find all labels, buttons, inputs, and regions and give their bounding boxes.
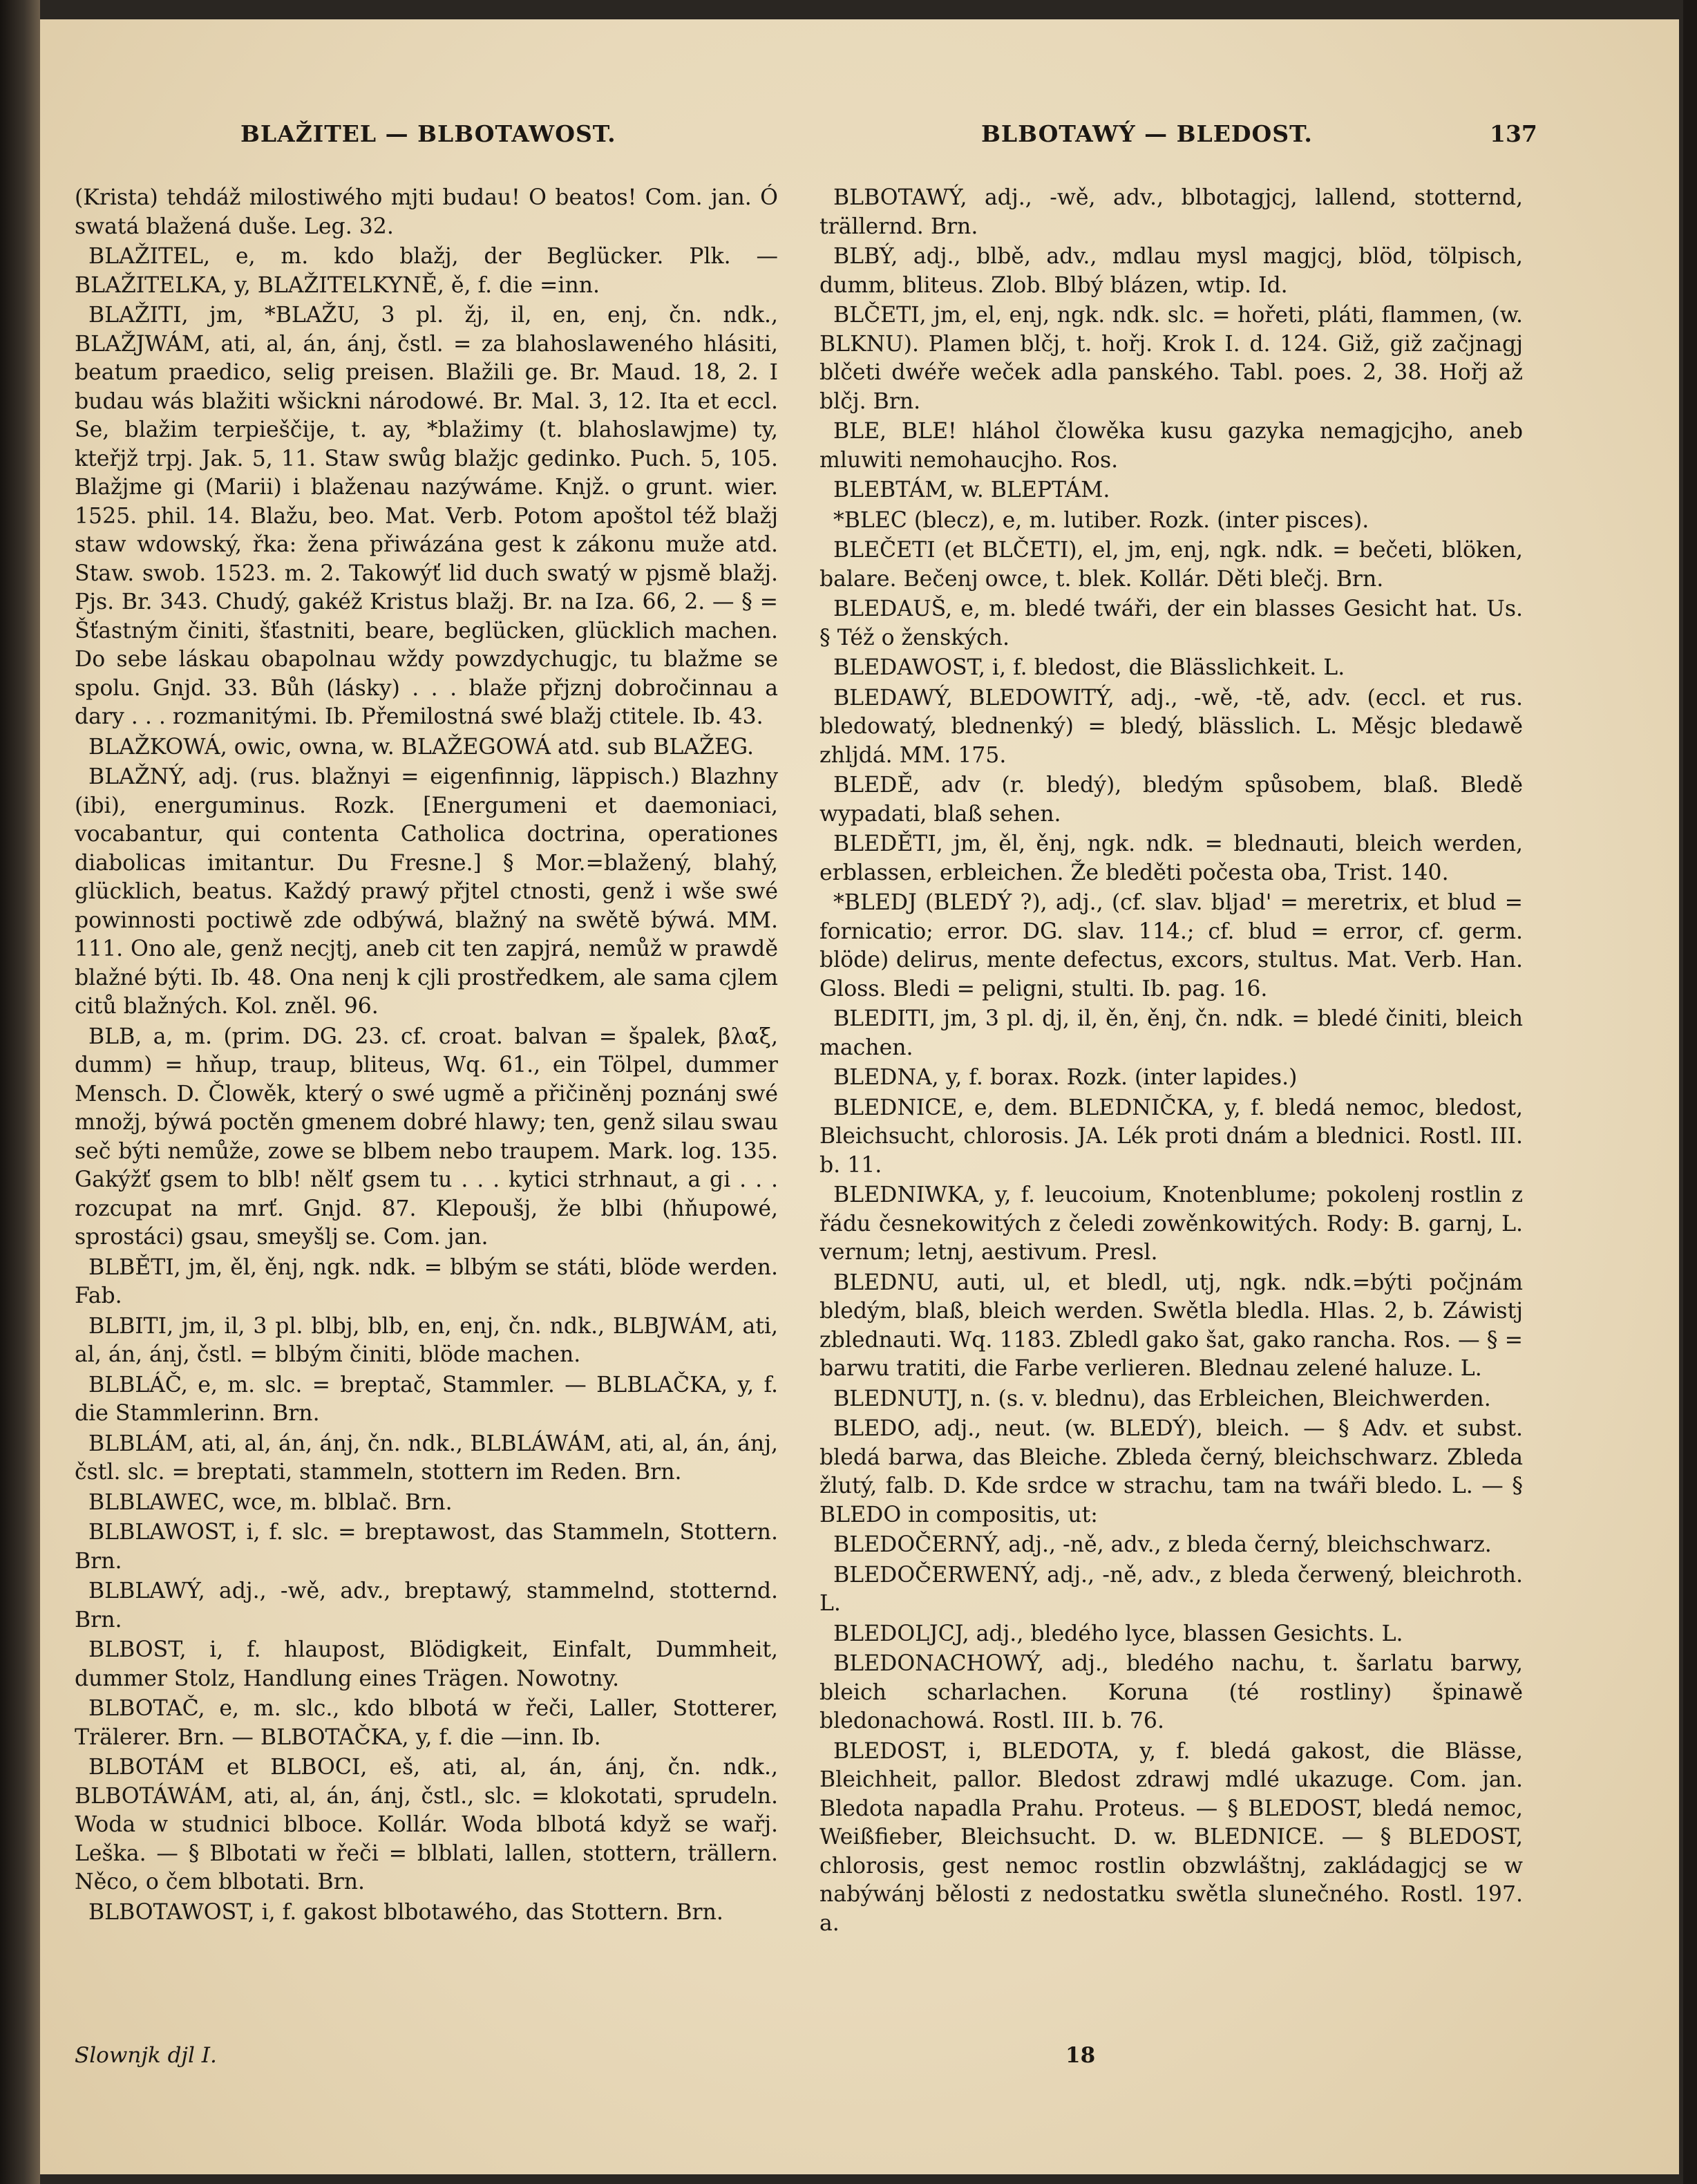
entry-blazitel: BLAŽITEL, e, m. kdo blažj, der Beglücker. Plk. — BLAŽITELKA, y, BLAŽITELKYNĚ, ě, f. die =inn. (75, 244, 778, 298)
entry-blbost: BLBOST, i, f. hlaupost, Blödigkeit, Einfalt, Dummheit, dummer Stolz, Handlung eines Trägen. Nowotny. (75, 1637, 778, 1691)
entry-bledniwka: BLEDNIWKA, y, f. leucoium, Knotenblume; pokolenj rostlin z řádu česnekowitých z čeledi zowěnkowitých. Rody: B. garnj, L. vernum; letnj, aestivum. Presl. (819, 1183, 1523, 1265)
entry-blblawost: BLBLAWOST, i, f. slc. = breptawost, das Stammeln, Stottern. Brn. (75, 1520, 778, 1574)
entry-blblawec: BLBLAWEC, wce, m. blblač. Brn. (88, 1489, 453, 1515)
entry-bledo: BLEDO, adj., neut. (w. BLEDÝ), bleich. — § Adv. et subst. bledá barwa, das Bleiche. Zbleda černý, bleichschwarz. Zbleda žlutý, falb. D. Kde srdce w strachu, tam na twáři bledo. L. — § BLEDO in compositis, ut: (819, 1416, 1523, 1527)
entry-blblac: BLBLÁČ, e, m. slc. = breptač, Stammler. — BLBLAČKA, y, f. die Stammlerinn. Brn. (75, 1372, 778, 1426)
entry-blby: BLBÝ, adj., blbě, adv., mdlau mysl magjcj, blöd, tölpisch, dumm, bliteus. Zlob. Blbý blázen, wtip. Id. (819, 244, 1523, 298)
left-column (75, 184, 778, 1928)
signature-mark: 18 (1065, 2043, 1096, 2068)
entry-bledn: BLEDNU, auti, ul, et bledl, utj, ngk. ndk.=býti počjnám bledým, blaß, bleich werden. Swětla bledla. Hlas. 2, b. Záwistj zblednauti. Wq. 1183. Zbledl gako šat, gako rancha. Ros. — § = barwu tratiti, die Farbe verlieren. Blednau zelené haluze. L. (819, 1270, 1523, 1381)
entry-bledost: BLEDOST, i, BLEDOTA, y, f. bledá gakost, die Blässe, Bleichheit, pallor. Bledost zdrawj mdlé ukazuge. Com. jan. Bledota napadla Prahu. Proteus. — § BLEDOST, bledá nemoc, Weißfieber, Bleichsucht. D. w. BLEDNICE. — § BLEDOST, chlorosis, gest nemoc rostlin obzwláštnj, zakládagjcj se w nabýwánj bělosti z nedostatku swětla slunečného. Rostl. 197. a. (819, 1738, 1523, 1936)
entry-blbotawy: BLBOTAWÝ, adj., -wě, adv., blbotagjcj, lallend, stotternd, trällernd. Brn. (819, 185, 1523, 239)
entry-blbiti: BLBITI, jm, il, 3 pl. blbj, blb, en, enj, čn. ndk., BLBJWÁM, ati, al, án, ánj, čstl. = blbým činiti, blöde machen. (75, 1313, 778, 1367)
entry-blebtam: BLEBTÁM, w. BLEPTÁM. (833, 478, 1110, 502)
entry-blednice: BLEDNICE, e, dem. BLEDNIČKA, y, f. bledá nemoc, bledost, Bleichsucht, chlorosis. JA. Lék proti dnám a blednici. Rostl. III. b. 11. (819, 1095, 1523, 1178)
entry-bledawost: BLEDAWOST, i, f. bledost, die Blässlichkeit. L. (833, 655, 1345, 680)
entry-blazny: BLAŽNÝ, adj. (rus. blažnyi = eigenfinnig, läppisch.) Blazhny (ibi), energuminus. Rozk. [Energumeni et daemoniaci, vocabantur, qui contenta Catholica doctrina, operationes diabolicas imitantur. Du Fresne.] § Mor.=blažený, blahý, glücklich, beatus. Každý prawý přjtel ctnosti, genž i wše swé powinnosti poctiwě zde odbýwá, blažný na swětě býwá. MM. 111. Ono ale, genž necjtj, aneb cit ten zapjrá, nemůž w prawdě blažné býti. Ib. 48. Ona nenj k cjli prostředkem, ale sama cjlem citů blažných. Kol. zněl. 96. (75, 764, 778, 1019)
entry-blaziti: BLAŽITI, jm, *BLAŽU, 3 pl. žj, il, en, enj, čn. ndk., BLAŽJWÁM, ati, al, án, ánj, čstl. = za blahoslawenéhо hlásiti, beatum praedico, selig preisen. Blažili ge. Br. Maud. 18, 2. I budau wás blažiti wšickni národowé. Br. Mal. 3, 12. Ita et eccl. Se, blažim terpieščije, t. ay, *blažimy (t. blahoslawjme) ty, kteřjž trpj. Jak. 5, 11. Staw swůg blažjc gedinko. Puch. 5, 105. Blažjme gi (Marii) i blaženau nazýwáme. Knjž. o grunt. wier. 1525. phil. 14. Blažu, beo. Mat. Verb. Potom apoštol též blažj staw wdowský, řka: žena přiwázána gest k zákonu muže atd. Staw. swob. 1523. m. 2. Takowýť lid duch swatý w pjsmě blažj. Pjs. Br. 343. Chudý, gakéž Kristus blažj. Br. na Iza. 66, 2. — § = Šťastným činiti, šťastniti, beare, beglücken, glücklich machen. Do sebe láskau obapolnau wždy powzdychugjc, tu blažme se spolu. Gnjd. 33. Bůh (lásky) . . . blaže přjznj dobročinnau a dary . . . rozmanitými. Ib. Přemilostná swé blažj ctitele. Ib. 43. (75, 303, 778, 729)
entry-blblawy: BLBLAWÝ, adj., -wě, adv., breptawý, stammelnd, stotternd. Brn. (75, 1579, 778, 1632)
entry-bledoljcj: BLEDOLJCJ, adj., bledého lyce, blassen Gesichts. L. (833, 1621, 1403, 1646)
left-running-head: BLAŽITEL — BLBOTAWOST. (240, 120, 616, 147)
entry-blede: BLEDĚ, adv (r. bledý), bledým spůsobem, blaß. Bledě wypadati, blaß sehen. (819, 773, 1523, 827)
page-edge-shadow (1683, 0, 1697, 2184)
entry-blblam: BLBLÁM, ati, al, án, ánj, čn. ndk., BLBLÁWÁM, ati, al, án, ánj, čstl. slc. = breptati, stammeln, stottern im Reden. Brn. (75, 1431, 778, 1485)
entry-bledonachowy: BLEDONACHOWÝ, adj., bledého nachu, t. šarlatu barwy, bleich scharlachen. Koruna (té rostliny) špinawě bledonachowá. Rostl. III. b. 76. (819, 1651, 1523, 1733)
entry-bledaus: BLEDAUŠ, e, m. bledé twáři, der ein blasses Gesicht hat. Us. § Též o ženských. (819, 596, 1523, 650)
entry-blec: *BLEC (blecz), e, m. lutiber. Rozk. (inter pisces). (833, 507, 1369, 533)
entry-blbotam: BLBOTÁM et BLBOCI, eš, ati, al, án, ánj, čn. ndk., BLBOTÁWÁM, ati, al, án, ánj, čstl., slc. = klokotati, sprudeln. Woda w studnici blboce. Kollár. Woda blbotá když se wařj. Leška. — § Blbotati w řeči = blblati, lallen, stottern, trällern. Něco, o čem blbotati. Brn. (75, 1755, 778, 1894)
right-column (819, 184, 1523, 1939)
right-running-head: BLBOTAWÝ — BLEDOST. (981, 120, 1313, 147)
dictionary-page (40, 19, 1679, 2174)
entry-bleditj: BLEDITI, jm, 3 pl. dj, il, ěn, ěnj, čn. ndk. = bledé činiti, bleich machen. (819, 1006, 1523, 1060)
entry-blb: BLB, a, m. (prim. DG. 23. cf. croat. balvan = špalek, βλαξ, dumm) = hňup, traup, bliteus, Wq. 61., ein Tölpel, dummer Mensch. D. Člowěk, který o swé ugmě a přičiněnj poznánj swé množj, býwá poctěn gmenem dobré hlawy; ten, genž silau swau seč býti nemůže, zowe se blbem nebo traupem. Mark. log. 135. Gakýžť gsem to blb! nělť gsem tu . . . kytici strhnaut, a gi . . . rozcupat na mrť. Gnjd. 87. Klepoušj, že blbi (hňupowé, sprostáci) gsau, smeyšlj se. Com. jan. (75, 1024, 778, 1250)
entry-bledawy: BLEDAWÝ, BLEDOWITÝ, adj., -wě, -tě, adv. (eccl. et rus. bledowatý, blednenký) = bledý, blässlich. L. Měsjc bledawě zhljdá. MM. 175. (819, 685, 1523, 768)
page-number: 137 (1490, 120, 1537, 147)
entry-bledna: BLEDNA, y, f. borax. Rozk. (inter lapides.) (833, 1065, 1298, 1090)
entry-bledocerweny: BLEDOČERWENÝ, adj., -ně, adv., z bleda čerwený, bleichroth. L. (819, 1562, 1523, 1616)
entry-bleceti: BLEČETI (et BLČETI), el, jm, enj, ngk. ndk. = bečeti, blöken, balare. Bečenj owce, t. blek. Kollár. Děti blečj. Brn. (819, 538, 1523, 592)
entry-blednutj: BLEDNUTJ, n. (s. v. blednu), das Erbleichen, Bleichwerden. (833, 1386, 1491, 1411)
entry-bledj: *BLEDJ (BLEDÝ ?), adj., (cf. slav. bljad' = meretrix, et blud = fornicatio; error. DG. slav. 114.; cf. blud = error, cf. germ. blöde) delirus, mente defectus, excors, stultus. Mat. Verb. Han. Gloss. Bledi = peligni, stulti. Ib. pag. 16. (819, 890, 1523, 1001)
entry-continuation: (Krista) tehdáž milostiwého mjti budau! O beatos! Com. jan. Ó swatá blažená duše. Leg. 32. (75, 185, 778, 239)
volume-footer: Slownjk djl I. (75, 2043, 217, 2068)
entry-bledeti: BLEDĚTI, jm, ěl, ěnj, ngk. ndk. = blednauti, bleich werden, erblassen, erbleichen. Že bleděti počesta oba, Trist. 140. (819, 831, 1523, 885)
entry-blazkowa: BLAŽKOWÁ, owic, owna, w. BLAŽEGOWÁ atd. sub BLAŽEG. (88, 734, 754, 760)
entry-blceti: BLČETI, jm, el, enj, ngk. ndk. slc. = hořeti, pláti, flammen, (w. BLKNU). Plamen blčj, t. hořj. Krok I. d. 124. Giž, giž začjnagj blčeti dwéře weček adla panského. Tabl. poes. 2, 38. Hořj až blčj. Brn. (819, 303, 1523, 414)
entry-ble: BLE, BLE! hláhol člowěka kusu gazyka nemagjcjho, aneb mluwiti nemohaucjho. Ros. (819, 419, 1523, 473)
entry-blbotawost: BLBOTAWOST, i, f. gakost blbotawého, das Stottern. Brn. (88, 1899, 723, 1925)
book-spine-shadow (0, 0, 40, 2184)
entry-blbeti: BLBĚTI, jm, ěl, ěnj, ngk. ndk. = blbým se státi, blöde werden. Fab. (75, 1254, 778, 1308)
entry-blbotac: BLBOTAČ, e, m. slc., kdo blbotá w řeči, Laller, Stotterer, Trälerer. Brn. — BLBOTAČKA, y, f. die —inn. Ib. (75, 1696, 778, 1750)
entry-bledocerny: BLEDOČERNÝ, adj., -ně, adv., z bleda černý, bleichschwarz. (833, 1532, 1492, 1557)
